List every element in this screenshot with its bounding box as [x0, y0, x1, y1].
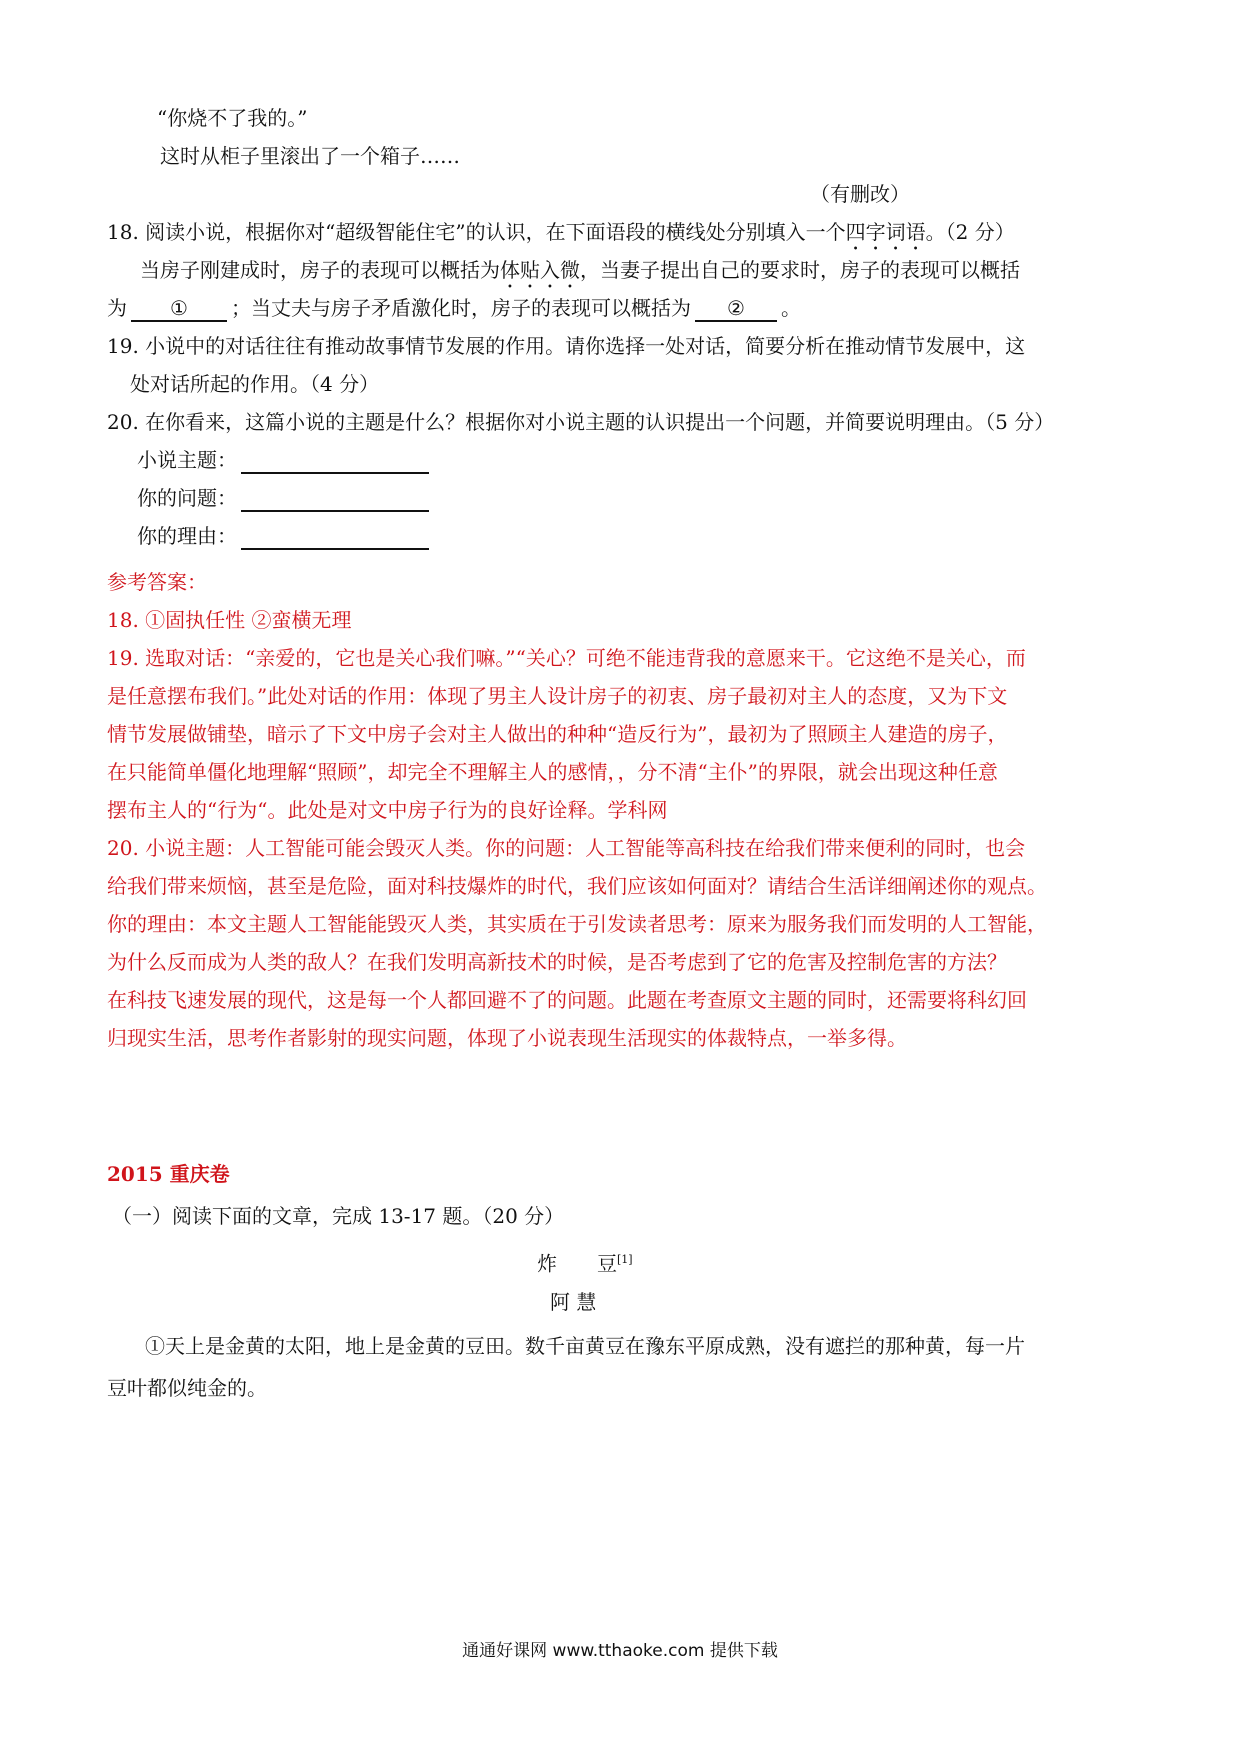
- field-label: 你的问题：: [137, 486, 237, 510]
- question-18-emphasis: 四字词语: [845, 220, 926, 244]
- answer-20-line: 你的理由：本文主题人工智能能毁灭人类，其实质在于引发读者思考：原来为服务我们而发明的人工智能，: [107, 912, 1047, 936]
- question-18-passage-line-2: [107, 294, 801, 322]
- story-line-1: “你烧不了我的。”: [157, 106, 308, 130]
- theme-input-line[interactable]: [241, 450, 429, 474]
- answer-20-line: 在科技飞速发展的现代，这是每一个人都回避不了的问题。此题在考查原文主题的同时，还需要将科幻回: [107, 988, 1027, 1012]
- story-line-2: 这时从柜子里滚出了一个箱子……: [160, 144, 460, 168]
- answer-blank-2[interactable]: ②: [695, 296, 777, 322]
- question-18-text-a: 18. 阅读小说，根据你对“超级智能住宅”的认识，在下面语段的横线处分别填入一个: [107, 220, 846, 244]
- article-author: 阿 慧: [550, 1290, 597, 1314]
- article-title-text: 炸 豆: [537, 1251, 617, 1276]
- answer-19-line: 情节发展做铺垫，暗示了下文中房子会对主人做出的种种“造反行为”，最初为了照顾主人建造的房子，: [107, 722, 1008, 746]
- answer-19-line: 在只能简单僵化地理解“照顾”，却完全不理解主人的感情，，分不清“主仆”的界限，就会出现这种任意: [107, 760, 998, 784]
- question-19-line-2: 处对话所起的作用。（4 分）: [130, 372, 380, 396]
- section-heading: 2015 重庆卷: [107, 1162, 230, 1186]
- page-footer: 通通好课网 www.tthaoke.com 提供下载: [462, 1641, 778, 1661]
- passage-text: 为: [107, 296, 127, 320]
- answer-20-line: 归现实生活，思考作者影射的现实问题，体现了小说表现生活现实的体裁特点，一举多得。: [107, 1026, 907, 1050]
- question-18-passage-line-1: [140, 256, 1020, 293]
- article-title: [537, 1246, 633, 1278]
- question-19-line-1: 19. 小说中的对话往往有推动故事情节发展的作用。请你选择一处对话，简要分析在推动情节发展中，这: [107, 334, 1026, 358]
- answer-19-line: 摆布主人的“行为“。此处是对文中房子行为的良好诠释。学科网: [107, 798, 668, 822]
- answer-field-theme: [137, 446, 429, 474]
- passage-text: 当房子刚建成时，房子的表现可以概括为: [140, 258, 500, 282]
- article-paragraph-1-line-2: 豆叶都似纯金的。: [107, 1376, 267, 1400]
- passage-text: ；当丈夫与房子矛盾激化时，房子的表现可以概括为: [231, 296, 691, 320]
- footnote-marker[interactable]: [1]: [617, 1253, 633, 1266]
- answer-20-line: 为什么反而成为人类的敌人？在我们发明高新技术的时候，是否考虑到了它的危害及控制危害的方法？: [107, 950, 1007, 974]
- revision-note: （有删改）: [810, 182, 910, 206]
- question-18-text-b: 。（2 分）: [925, 220, 1015, 244]
- answer-20-line: 给我们带来烦恼，甚至是危险，面对科技爆炸的时代，我们应该如何面对？请结合生活详细阐述你的观点。: [107, 874, 1047, 898]
- passage-text: 。: [781, 296, 801, 320]
- field-label: 小说主题：: [137, 448, 237, 472]
- question-18: [107, 218, 1015, 255]
- question-input-line[interactable]: [241, 488, 429, 512]
- answer-field-reason: [137, 522, 429, 550]
- passage-emphasis: 体贴入微: [500, 258, 580, 282]
- section-instruction: （一）阅读下面的文章，完成 13-17 题。（20 分）: [112, 1204, 565, 1228]
- answers-heading: 参考答案：: [107, 570, 207, 594]
- answer-18: 18. ①固执任性 ②蛮横无理: [107, 608, 352, 632]
- answer-19-line: 19. 选取对话：“亲爱的，它也是关心我们嘛。”“关心？可绝不能违背我的意愿来干。它这绝不是关心，而: [107, 646, 1026, 670]
- question-20-line-1: 20. 在你看来，这篇小说的主题是什么？根据你对小说主题的认识提出一个问题，并简要说明理由。（5 分）: [107, 410, 1055, 434]
- article-paragraph-1-line-1: ①天上是金黄的太阳，地上是金黄的豆田。数千亩黄豆在豫东平原成熟，没有遮拦的那种黄，每一片: [145, 1334, 1025, 1358]
- reason-input-line[interactable]: [241, 526, 429, 550]
- answer-20-line: 20. 小说主题：人工智能可能会毁灭人类。你的问题：人工智能等高科技在给我们带来便利的同时，也会: [107, 836, 1026, 860]
- passage-text: ，当妻子提出自己的要求时，房子的表现可以概括: [580, 258, 1020, 282]
- answer-19-line: 是任意摆布我们。”此处对话的作用：体现了男主人设计房子的初衷、房子最初对主人的态度，又为下文: [107, 684, 1008, 708]
- answer-field-question: [137, 484, 429, 512]
- field-label: 你的理由：: [137, 524, 237, 548]
- answer-blank-1[interactable]: ①: [131, 296, 227, 322]
